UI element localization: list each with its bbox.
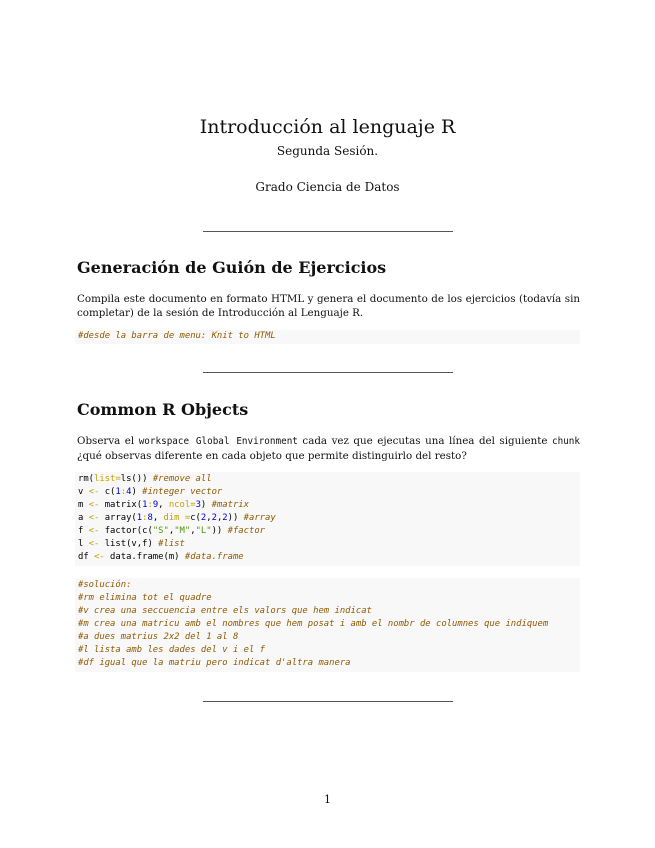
code-line: df <- data.frame(m) #data.frame	[78, 552, 244, 562]
solution-line: #m crea una matricu amb el nombres que hem posat i amb el nombr de columnes que indiquem	[78, 619, 549, 629]
document-title: Introducción al lenguaje R	[199, 116, 456, 138]
code-line: rm(list=ls()) #remove all	[78, 474, 212, 484]
solution-line: #rm elimina tot el quadre	[78, 593, 212, 603]
code-line: a <- array(1:8, dim =c(2,2,2)) #array	[78, 513, 276, 523]
section-heading-common-objects: Common R Objects	[77, 400, 249, 419]
code-line: l <- list(v,f) #list	[78, 539, 185, 549]
code-block-solution	[75, 578, 580, 672]
solution-line: #df igual que la matriu pero indicat d'altra manera	[78, 658, 351, 668]
page-number: 1	[324, 793, 331, 806]
divider-2	[203, 372, 453, 373]
solution-line: #solución:	[78, 580, 132, 590]
solution-line: #v crea una seccuencia entre els valors que hem indicat	[78, 606, 372, 616]
code-line: f <- factor(c("S","M","L")) #factor	[78, 526, 266, 536]
code-line: m <- matrix(1:9, ncol=3) #matrix	[78, 500, 249, 510]
divider-3	[203, 701, 453, 702]
section-paragraph-generacion: Compila este documento en formato HTML y genera el documento de los ejercicios (todavía sin completar) de la sesión de Introducción al Lenguaje R.	[77, 293, 580, 319]
divider-1	[203, 231, 453, 232]
code-comment: #desde la barra de menu: Knit to HTML	[78, 331, 276, 341]
code-block-knit	[75, 330, 580, 344]
inline-code-chunk: chunk	[552, 436, 580, 447]
section-paragraph-common-objects: Observa el workspace Global Environment cada vez que ejecutas una línea del siguiente chunk ¿qué observas diferente en cada objeto que permite distinguirlo del resto?	[77, 435, 580, 462]
solution-line: #l lista amb les dades del v i el f	[78, 645, 266, 655]
section-heading-generacion: Generación de Guión de Ejercicios	[77, 258, 387, 277]
solution-line: #a dues matrius 2x2 del 1 al 8	[78, 632, 239, 642]
inline-code-workspace: workspace Global Environment	[138, 436, 298, 447]
code-line: v <- c(1:4) #integer vector	[78, 487, 223, 497]
document-subtitle: Segunda Sesión.	[276, 144, 379, 158]
document-author: Grado Ciencia de Datos	[255, 180, 400, 194]
code-block-r-objects	[75, 472, 580, 566]
